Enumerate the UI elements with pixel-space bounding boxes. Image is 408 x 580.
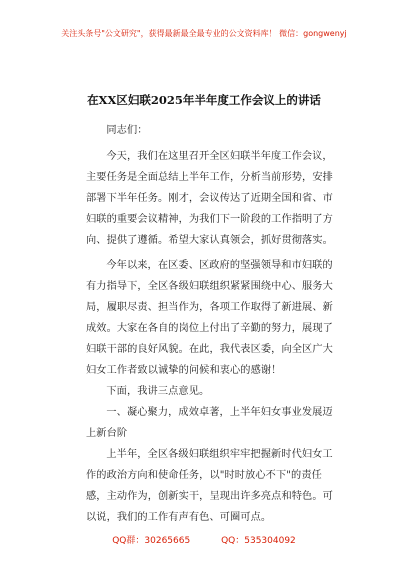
footer-contact — [0, 533, 408, 546]
paragraph-1: 今天，我们在这里召开全区妇联半年度工作会议，主要任务是全面总结上半年工作，分析当前形势，安排部署下半年任务。刚才，会议传达了近期全国和省、市妇联的重要会议精神，为我们下一阶段的工作指明了方向、提供了遵循。希望大家认真领会，抓好贯彻落实。 — [86, 151, 333, 246]
document-body — [86, 120, 334, 528]
paragraph-2: 今年以来，在区委、区政府的坚强领导和市妇联的有力指导下，全区各级妇联组织紧紧围绕中心、服务大局，履职尽责、担当作为，各项工作取得了新进展、新成效。大家在各自的岗位上付出了辛勤的努力，展现了妇联干部的良好风貌。在此，我代表区委，向全区广大妇女工作者致以诚挚的问候和衷心的感谢！ — [86, 260, 333, 376]
footer-qq: QQ：535304092 — [221, 536, 296, 546]
paragraph-3: 下面，我讲三点意见。 — [106, 386, 210, 397]
footer-qq-group: QQ群：30265665 — [112, 536, 191, 546]
paragraph-5: 上半年，全区各级妇联组织牢牢把握新时代妇女工作的政治方向和使命任务，以"时时放心不下"的责任感，主动作为，创新实干，呈现出许多亮点和特色。可以说，我们的工作有声有色、可圈可点。 — [86, 449, 333, 523]
section-heading-1: 一、凝心聚力，成效卓著，上半年妇女事业发展迈上新台阶 — [86, 407, 333, 439]
header-promo-note: 关注头条号"公文研究"，获得最新最全最专业的公文资料库！ 微信：gongwenyj — [61, 29, 347, 38]
salutation: 同志们： — [106, 125, 148, 136]
document-title: 在XX区妇联2025年半年度工作会议上的讲话 — [87, 93, 321, 107]
